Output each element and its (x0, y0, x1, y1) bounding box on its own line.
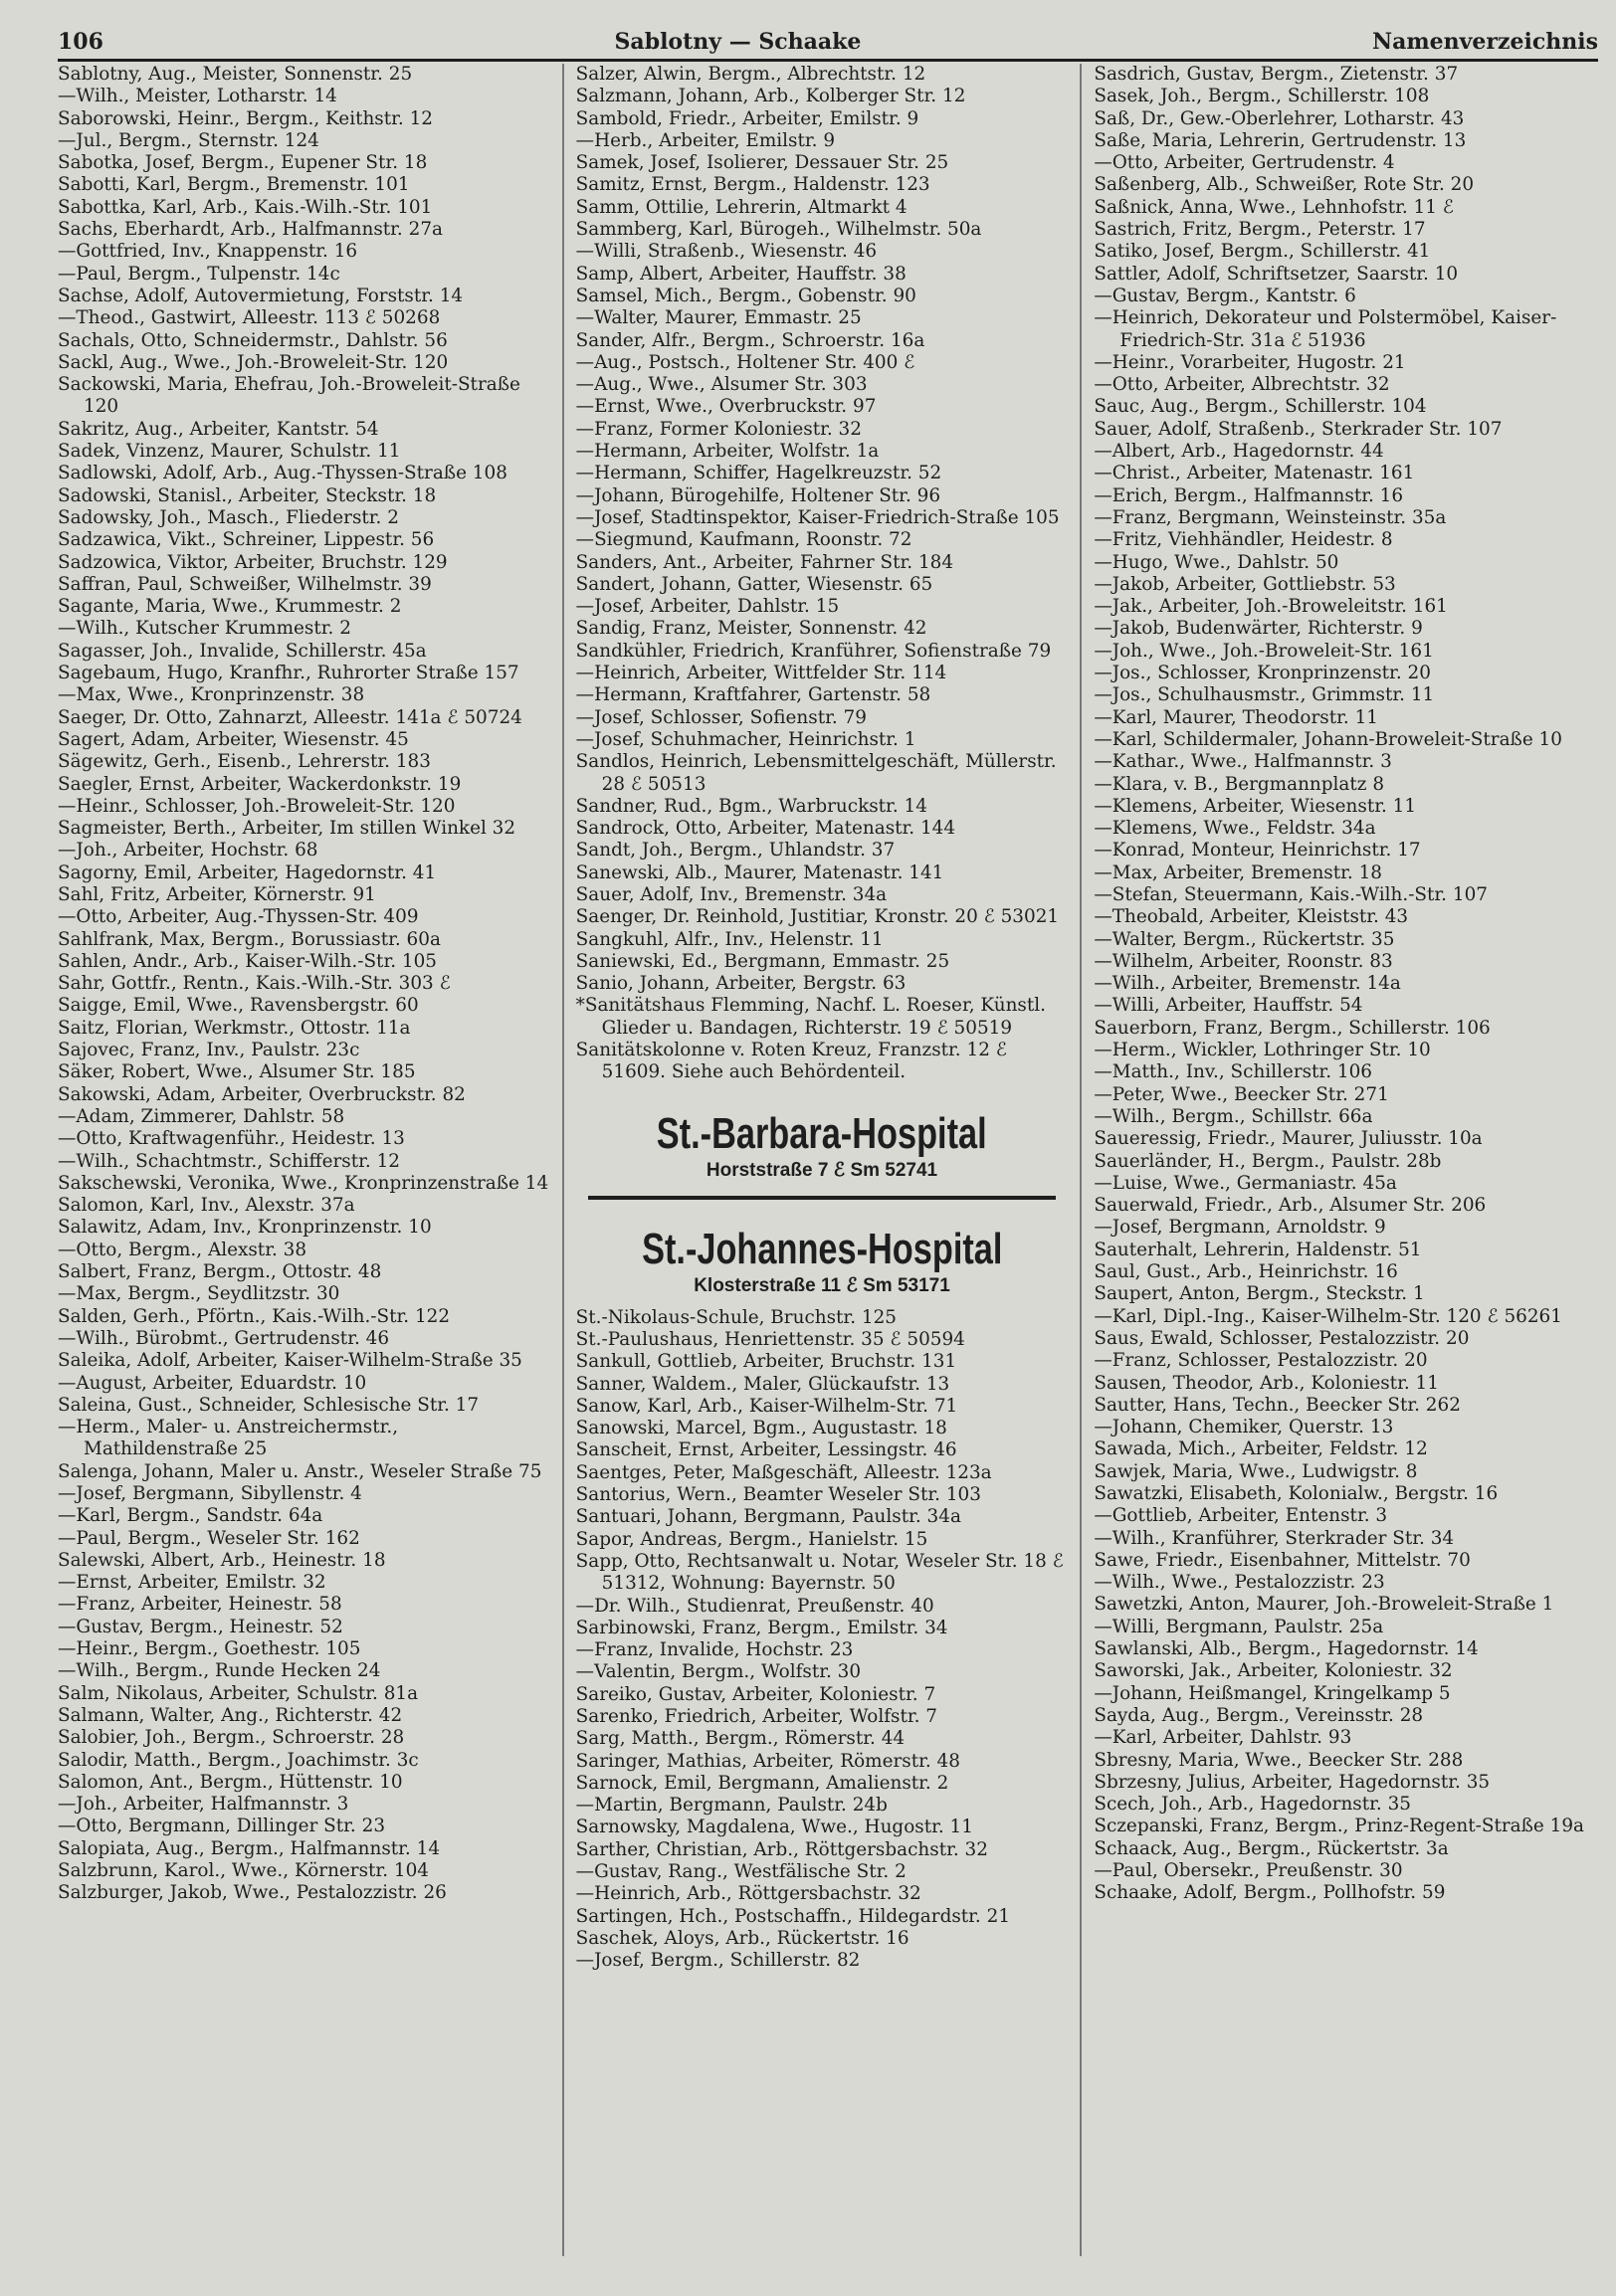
directory-entry: —Josef, Bergmann, Sibyllenstr. 4 (58, 1483, 362, 1504)
directory-entry: Sanio, Johann, Arbeiter, Bergstr. 63 (575, 973, 907, 995)
directory-entry: Sadzawica, Vikt., Schreiner, Lippestr. 56 (58, 529, 435, 551)
directory-entry: —Josef, Schuhmacher, Heinrichstr. 1 (575, 728, 916, 750)
directory-entry: Sahr, Gottfr., Rentn., Kais.-Wilh.-Str. 303 ℰ (58, 973, 451, 995)
directory-entry: Sarbinowski, Franz, Bergm., Emilstr. 34 (575, 1617, 948, 1638)
directory-entry: —Jos., Schlosser, Kronprinzenstr. 20 (1094, 663, 1431, 684)
running-head: Sablotny — Schaake (614, 29, 862, 55)
directory-entry: Sauer, Adolf, Straßenb., Sterkrader Str. 107 (1094, 418, 1503, 440)
directory-entry: Sagorny, Emil, Arbeiter, Hagedornstr. 41 (58, 861, 437, 883)
directory-entry: —Valentin, Bergm., Wolfstr. 30 (575, 1661, 862, 1683)
directory-entry: —Otto, Bergmann, Dillinger Str. 23 (58, 1816, 386, 1837)
directory-entry: —Josef, Bergm., Schillerstr. 82 (575, 1950, 861, 1972)
directory-entry: Sareiko, Gustav, Arbeiter, Koloniestr. 7 (575, 1683, 936, 1705)
directory-entry: Sastrich, Fritz, Bergm., Peterstr. 17 (1094, 219, 1426, 241)
directory-entry: —Hermann, Kraftfahrer, Gartenstr. 58 (575, 684, 931, 706)
directory-entry: —Heinrich, Arbeiter, Wittfelder Str. 114 (575, 663, 947, 684)
directory-entry: —Wilh., Wwe., Pestalozzistr. 23 (1094, 1572, 1385, 1594)
directory-entry: —Otto, Arbeiter, Aug.-Thyssen-Str. 409 (58, 906, 419, 928)
directory-entry: Sackl, Aug., Wwe., Joh.-Broweleit-Str. 120 (58, 351, 449, 373)
directory-entry: Saegler, Ernst, Arbeiter, Wackerdonkstr. 19 (58, 773, 462, 795)
directory-entry: —Karl, Dipl.-Ing., Kaiser-Wilhelm-Str. 120 ℰ 56261 (1094, 1305, 1562, 1327)
directory-entry: —Konrad, Monteur, Heinrichstr. 17 (1094, 840, 1421, 861)
directory-entry: —Otto, Bergm., Alexstr. 38 (58, 1239, 307, 1260)
directory-entry: —Wilh., Kutscher Krummestr. 2 (58, 618, 351, 640)
directory-entry: Salzbrunn, Karol., Wwe., Körnerstr. 104 (58, 1860, 429, 1882)
page-header (58, 22, 1598, 62)
directory-entry: Sawe, Friedr., Eisenbahner, Mittelstr. 70 (1094, 1549, 1471, 1571)
directory-entry: Schaake, Adolf, Bergm., Pollhofstr. 59 (1094, 1882, 1446, 1904)
directory-entry: Saupert, Anton, Bergm., Steckstr. 1 (1094, 1283, 1425, 1305)
directory-entry: —Max, Wwe., Kronprinzenstr. 38 (58, 684, 365, 706)
directory-entry: Sagasser, Joh., Invalide, Schillerstr. 45a (58, 640, 427, 662)
directory-entry: Sachals, Otto, Schneidermstr., Dahlstr. 56 (58, 329, 448, 351)
directory-entry: Sarg, Matth., Bergm., Römerstr. 44 (575, 1728, 906, 1750)
directory-entry: Salm, Nikolaus, Arbeiter, Schulstr. 81a (58, 1682, 419, 1704)
directory-entry: —Joh., Arbeiter, Hochstr. 68 (58, 840, 318, 861)
directory-entry: Sadowski, Stanisl., Arbeiter, Steckstr. 18 (58, 484, 437, 506)
directory-entry: —Jakob, Budenwärter, Richterstr. 9 (1094, 618, 1423, 640)
directory-entry: Sagante, Maria, Wwe., Krummestr. 2 (58, 596, 402, 618)
directory-entry: —Willi, Bergmann, Paulstr. 25a (1094, 1616, 1384, 1637)
directory-entry: —Johann, Chemiker, Querstr. 13 (1094, 1417, 1394, 1438)
directory-entry: Sanders, Ant., Arbeiter, Fahrner Str. 184 (575, 551, 954, 573)
directory-entry: —Karl, Bergm., Sandstr. 64a (58, 1505, 323, 1527)
directory-entry: —Josef, Arbeiter, Dahlstr. 15 (575, 596, 840, 618)
directory-entry: Sawlanski, Alb., Bergm., Hagedornstr. 14 (1094, 1638, 1479, 1660)
directory-entry: —Fritz, Viehhändler, Heidestr. 8 (1094, 529, 1393, 551)
page-number: 106 (58, 29, 103, 55)
directory-entry: Sandrock, Otto, Arbeiter, Matenastr. 144 (575, 818, 956, 840)
directory-entry: Sagmeister, Berth., Arbeiter, Im stillen Winkel 32 (58, 818, 516, 840)
directory-entry: Saworski, Jak., Arbeiter, Koloniestr. 32 (1094, 1660, 1453, 1682)
directory-entry: Sander, Alfr., Bergm., Schroerstr. 16a (575, 329, 925, 351)
directory-entry: Salawitz, Adam, Inv., Kronprinzenstr. 10 (58, 1217, 432, 1239)
directory-entry: —Heinr., Schlosser, Joh.-Broweleit-Str. 120 (58, 795, 456, 817)
directory-entry: Sahl, Fritz, Arbeiter, Körnerstr. 91 (58, 883, 376, 905)
directory-entry: —Wilh., Bürobmt., Gertrudenstr. 46 (58, 1327, 390, 1349)
directory-entry: Sanewski, Alb., Maurer, Matenastr. 141 (575, 861, 944, 883)
directory-entry: Santuari, Johann, Bergmann, Paulstr. 34a (575, 1506, 961, 1528)
directory-entry: Saleina, Gust., Schneider, Schlesische Str. 17 (58, 1394, 480, 1416)
directory-entry: —Stefan, Steuermann, Kais.-Wilh.-Str. 107 (1094, 883, 1488, 905)
ad-divider (588, 1196, 1057, 1200)
directory-entry: Sankull, Gottlieb, Arbeiter, Bruchstr. 131 (575, 1351, 957, 1373)
directory-entry: —Josef, Bergmann, Arnoldstr. 9 (1094, 1217, 1386, 1239)
directory-entry: —Otto, Arbeiter, Gertrudenstr. 4 (1094, 152, 1395, 174)
directory-entry: —Aug., Wwe., Alsumer Str. 303 (575, 374, 868, 396)
directory-entry: Saße, Maria, Lehrerin, Gertrudenstr. 13 (1094, 129, 1467, 151)
directory-entry: Sarnock, Emil, Bergmann, Amalienstr. 2 (575, 1772, 949, 1794)
directory-entry: —Jakob, Arbeiter, Gottliebstr. 53 (1094, 573, 1396, 595)
directory-entry: —Martin, Bergmann, Paulstr. 24b (575, 1795, 888, 1817)
directory-entry: Salmann, Walter, Ang., Richterstr. 42 (58, 1704, 403, 1726)
directory-entry: —Albert, Arb., Hagedornstr. 44 (1094, 441, 1384, 463)
directory-entry: —Ernst, Arbeiter, Emilstr. 32 (58, 1572, 326, 1594)
directory-entry: Sausen, Theodor, Arb., Koloniestr. 11 (1094, 1372, 1439, 1394)
directory-entry: Saeger, Dr. Otto, Zahnarzt, Alleestr. 141a ℰ 50724 (58, 706, 522, 728)
directory-entry: Saitz, Florian, Werkmstr., Ottostr. 11a (58, 1017, 411, 1039)
directory-entry: —Ernst, Wwe., Overbruckstr. 97 (575, 396, 877, 418)
directory-entry: Säker, Robert, Wwe., Alsumer Str. 185 (58, 1061, 416, 1083)
directory-entry: Sapor, Andreas, Bergm., Hanielstr. 15 (575, 1528, 928, 1550)
directory-entry: Saenger, Dr. Reinhold, Justitiar, Kronstr. 20 ℰ 53021 (575, 906, 1060, 928)
directory-entry: Sangkuhl, Alfr., Inv., Helenstr. 11 (575, 928, 884, 950)
directory-entry: Sauerwald, Friedr., Arb., Alsumer Str. 206 (1094, 1195, 1487, 1217)
directory-entry: Sasek, Joh., Bergm., Schillerstr. 108 (1094, 86, 1430, 107)
directory-entry: Salden, Gerh., Pförtn., Kais.-Wilh.-Str. 122 (58, 1305, 451, 1327)
directory-entry: Sandlos, Heinrich, Lebensmittelgeschäft, Müllerstr. 28 ℰ 50513 (575, 751, 1057, 795)
directory-entry: Salopiata, Aug., Bergm., Halfmannstr. 14 (58, 1837, 441, 1859)
directory-entry: —Peter, Wwe., Beecker Str. 271 (1094, 1083, 1389, 1105)
directory-entry: Sauc, Aug., Bergm., Schillerstr. 104 (1094, 396, 1427, 418)
directory-entry: Sachse, Adolf, Autovermietung, Forststr. 14 (58, 285, 464, 306)
directory-entry: —Erich, Bergm., Halfmannstr. 16 (1094, 484, 1404, 506)
directory-entry: —Franz, Invalide, Hochstr. 23 (575, 1639, 854, 1661)
column-2 (562, 64, 1081, 2256)
directory-entry: —Franz, Arbeiter, Heinestr. 58 (58, 1594, 342, 1616)
directory-entry: —Hermann, Arbeiter, Wolfstr. 1a (575, 441, 880, 463)
directory-entry: Sautter, Hans, Techn., Beecker Str. 262 (1094, 1394, 1461, 1416)
directory-entry: —Wilhelm, Arbeiter, Roonstr. 83 (1094, 950, 1393, 972)
directory-entry: Sbresny, Maria, Wwe., Beecker Str. 288 (1094, 1749, 1464, 1771)
directory-entry: Sarenko, Friedrich, Arbeiter, Wolfstr. 7 (575, 1706, 938, 1727)
directory-entry: —Christ., Arbeiter, Matenastr. 161 (1094, 463, 1415, 484)
ad-name: St.-Barbara-Hospital (657, 1108, 987, 1158)
directory-entry: —Willi, Arbeiter, Hauffstr. 54 (1094, 995, 1363, 1017)
directory-entry: Sanow, Karl, Arb., Kaiser-Wilhelm-Str. 71 (575, 1395, 958, 1417)
directory-entry: —Franz, Former Koloniestr. 32 (575, 418, 862, 440)
directory-entry: Sattler, Adolf, Schriftsetzer, Saarstr. 10 (1094, 263, 1459, 285)
directory-entry: Saßenberg, Alb., Schweißer, Rote Str. 20 (1094, 174, 1475, 196)
directory-entry: Samitz, Ernst, Bergm., Haldenstr. 123 (575, 174, 930, 196)
directory-entry: Saßnick, Anna, Wwe., Lehnhofstr. 11 ℰ (1094, 196, 1454, 218)
directory-entry: Saß, Dr., Gew.-Oberlehrer, Lotharstr. 43 (1094, 107, 1465, 129)
directory-entry: —Max, Bergm., Seydlitzstr. 30 (58, 1283, 340, 1305)
directory-entry: Scech, Joh., Arb., Hagedornstr. 35 (1094, 1794, 1412, 1816)
directory-entry: Sayda, Aug., Bergm., Vereinsstr. 28 (1094, 1704, 1424, 1726)
directory-entry: —Klemens, Arbeiter, Wiesenstr. 11 (1094, 795, 1417, 817)
directory-entry: Sartingen, Hch., Postschaffn., Hildegardstr. 21 (575, 1905, 1011, 1927)
directory-entry: —Aug., Postsch., Holtener Str. 400 ℰ (575, 351, 915, 373)
directory-entry: Salzer, Alwin, Bergm., Albrechtstr. 12 (575, 64, 926, 85)
directory-entry: Sandig, Franz, Meister, Sonnenstr. 42 (575, 618, 927, 640)
directory-entry: —Walter, Bergm., Rückertstr. 35 (1094, 928, 1395, 950)
directory-entry: —Paul, Bergm., Weseler Str. 162 (58, 1527, 360, 1549)
directory-entry: St.-Paulushaus, Henriettenstr. 35 ℰ 50594 (575, 1328, 965, 1350)
column-3 (1080, 64, 1598, 2256)
ad-st-johannes-hospital (588, 1224, 1057, 1297)
directory-entry: Sbrzesny, Julius, Arbeiter, Hagedornstr. 35 (1094, 1771, 1491, 1793)
directory-entry: Saueressig, Friedr., Maurer, Juliusstr. 10a (1094, 1128, 1483, 1150)
directory-entry: Sammberg, Karl, Bürogeh., Wilhelmstr. 50a (575, 219, 982, 241)
directory-entry: Saul, Gust., Arb., Heinrichstr. 16 (1094, 1261, 1398, 1283)
directory-entry: —Jos., Schulhausmstr., Grimmstr. 11 (1094, 684, 1435, 706)
directory-entry: Sandner, Rud., Bgm., Warbruckstr. 14 (575, 795, 927, 817)
directory-entry: Sabotti, Karl, Bergm., Bremenstr. 101 (58, 174, 410, 196)
directory-entry: —Walter, Maurer, Emmastr. 25 (575, 307, 862, 329)
directory-entry: —Dr. Wilh., Studienrat, Preußenstr. 40 (575, 1595, 934, 1617)
directory-entry: —Jak., Arbeiter, Joh.-Broweleitstr. 161 (1094, 596, 1448, 618)
directory-entry: —Johann, Bürogehilfe, Holtener Str. 96 (575, 484, 941, 506)
directory-entry: Sapp, Otto, Rechtsanwalt u. Notar, Weseler Str. 18 ℰ 51312, Wohnung: Bayernstr. 50 (575, 1550, 1064, 1595)
directory-entry: Sauerländer, H., Bergm., Paulstr. 28b (1094, 1150, 1442, 1172)
directory-entry: —Luise, Wwe., Germaniastr. 45a (1094, 1172, 1397, 1194)
directory-entry: —August, Arbeiter, Eduardstr. 10 (58, 1372, 367, 1394)
directory-entry: St.-Nikolaus-Schule, Bruchstr. 125 (575, 1306, 897, 1328)
directory-entry: Schaack, Aug., Bergm., Rückertstr. 3a (1094, 1837, 1449, 1859)
directory-entry: Sandkühler, Friedrich, Kranführer, Sofienstraße 79 (575, 640, 1052, 662)
directory-entry: Salobier, Joh., Bergm., Schroerstr. 28 (58, 1727, 405, 1749)
directory-entry: Saentges, Peter, Maßgeschäft, Alleestr. 123a (575, 1461, 992, 1483)
directory-entry: Saigge, Emil, Wwe., Ravensbergstr. 60 (58, 995, 419, 1017)
directory-entry: Sablotny, Aug., Meister, Sonnenstr. 25 (58, 64, 413, 85)
directory-entry: Saus, Ewald, Schlosser, Pestalozzistr. 20 (1094, 1327, 1470, 1349)
directory-entry: Sawetzki, Anton, Maurer, Joh.-Broweleit-Straße 1 (1094, 1594, 1554, 1616)
directory-entry: —Theobald, Arbeiter, Kleiststr. 43 (1094, 906, 1409, 928)
directory-entry: Sawada, Mich., Arbeiter, Feldstr. 12 (1094, 1438, 1428, 1460)
directory-entry: —Wilh., Meister, Lotharstr. 14 (58, 86, 337, 107)
directory-entry: —Max, Arbeiter, Bremenstr. 18 (1094, 861, 1382, 883)
directory-entry: —Wilh., Bergm., Schillstr. 66a (1094, 1105, 1373, 1127)
directory-entry: Sarnowsky, Magdalena, Wwe., Hugostr. 11 (575, 1817, 973, 1838)
directory-entry: Sauerborn, Franz, Bergm., Schillerstr. 106 (1094, 1017, 1491, 1039)
directory-entry: —Theod., Gastwirt, Alleestr. 113 ℰ 50268 (58, 307, 441, 329)
directory-entry: Saschek, Aloys, Arb., Rückertstr. 16 (575, 1927, 909, 1949)
directory-entry: Sajovec, Franz, Inv., Paulstr. 23c (58, 1040, 360, 1061)
directory-entry: Samsel, Mich., Bergm., Gobenstr. 90 (575, 285, 916, 306)
directory-entry: Sawatzki, Elisabeth, Kolonialw., Bergstr. 16 (1094, 1483, 1499, 1504)
directory-entry: —Gustav, Bergm., Kantstr. 6 (1094, 285, 1356, 306)
directory-entry: —Matth., Inv., Schillerstr. 106 (1094, 1061, 1372, 1083)
directory-entry: Sadzowica, Viktor, Arbeiter, Bruchstr. 129 (58, 551, 448, 573)
directory-entry: —Herm., Maler- u. Anstreichermstr., Mathildenstraße 25 (58, 1417, 399, 1460)
directory-entry: —Kathar., Wwe., Halfmannstr. 3 (1094, 751, 1392, 773)
directory-entry: Sczepanski, Franz, Bergm., Prinz-Regent-Straße 19a (1094, 1816, 1584, 1837)
directory-entry: —Karl, Arbeiter, Dahlstr. 93 (1094, 1727, 1352, 1749)
directory-entry: Sachs, Eberhardt, Arb., Halfmannstr. 27a (58, 219, 443, 241)
directory-entry: Sahlen, Andr., Arb., Kaiser-Wilh.-Str. 105 (58, 950, 438, 972)
directory-entry: *Sanitätshaus Flemming, Nachf. L. Roeser, Künstl. Glieder u. Bandagen, Richterstr. 19 ℰ 50519 (575, 995, 1046, 1039)
directory-entry: —Joh., Wwe., Joh.-Broweleit-Str. 161 (1094, 640, 1434, 662)
directory-entry: —Paul, Obersekr., Preußenstr. 30 (1094, 1860, 1403, 1882)
directory-entry: Sanner, Waldem., Maler, Glückaufstr. 13 (575, 1373, 950, 1395)
directory-entry: —Josef, Schlosser, Sofienstr. 79 (575, 706, 867, 728)
directory-entry: Sanowski, Marcel, Bgm., Augustastr. 18 (575, 1418, 947, 1439)
directory-entry: Sakschewski, Veronika, Wwe., Kronprinzenstraße 14 (58, 1172, 549, 1194)
directory-entry: Salzmann, Johann, Arb., Kolberger Str. 12 (575, 86, 966, 107)
directory-entry: Salomon, Ant., Bergm., Hüttenstr. 10 (58, 1771, 403, 1793)
ad-address: Horststraße 7 ℰ Sm 52741 (706, 1159, 938, 1181)
ad-name: St.-Johannes-Hospital (641, 1224, 1003, 1273)
directory-entry: Sagert, Adam, Arbeiter, Wiesenstr. 45 (58, 728, 409, 750)
directory-entry: —Johann, Heißmangel, Kringelkamp 5 (1094, 1682, 1451, 1704)
directory-entry: —Wilh., Kranführer, Sterkrader Str. 34 (1094, 1527, 1455, 1549)
directory-entry: Samm, Ottilie, Lehrerin, Altmarkt 4 (575, 196, 908, 218)
directory-entry: —Herm., Wickler, Lothringer Str. 10 (1094, 1040, 1431, 1061)
directory-entry: Sabottka, Karl, Arb., Kais.-Wilh.-Str. 101 (58, 196, 433, 218)
directory-entry: —Hermann, Schiffer, Hagelkreuzstr. 52 (575, 463, 942, 484)
directory-entry: —Gustav, Bergm., Heinestr. 52 (58, 1616, 343, 1637)
section-title: Namenverzeichnis (1372, 29, 1598, 55)
columns (58, 64, 1598, 2256)
directory-entry: Sawjek, Maria, Wwe., Ludwigstr. 8 (1094, 1460, 1418, 1482)
directory-entry: Samek, Josef, Isolierer, Dessauer Str. 25 (575, 152, 949, 174)
directory-entry: —Franz, Schlosser, Pestalozzistr. 20 (1094, 1350, 1428, 1372)
directory-entry: Sagebaum, Hugo, Kranfhr., Ruhrorter Straße 157 (58, 663, 519, 684)
directory-entry: Salbert, Franz, Bergm., Ottostr. 48 (58, 1261, 382, 1283)
directory-entry: Sakowski, Adam, Arbeiter, Overbruckstr. 82 (58, 1083, 466, 1105)
directory-entry: Sandt, Joh., Bergm., Uhlandstr. 37 (575, 840, 896, 861)
directory-entry: Sauer, Adolf, Inv., Bremenstr. 34a (575, 883, 888, 905)
directory-entry: Saniewski, Ed., Bergmann, Emmastr. 25 (575, 950, 950, 972)
column-1 (58, 64, 562, 2256)
directory-entry: —Heinrich, Dekorateur und Polstermöbel, Kaiser-Friedrich-Str. 31a ℰ 51936 (1094, 307, 1557, 351)
directory-entry: —Hugo, Wwe., Dahlstr. 50 (1094, 551, 1339, 573)
ad-address: Klosterstraße 11 ℰ Sm 53171 (694, 1274, 950, 1296)
directory-entry: —Gottlieb, Arbeiter, Entenstr. 3 (1094, 1505, 1388, 1527)
directory-entry: Sauterhalt, Lehrerin, Haldenstr. 51 (1094, 1239, 1422, 1260)
directory-entry: Sambold, Friedr., Arbeiter, Emilstr. 9 (575, 107, 919, 129)
directory-entry: —Otto, Kraftwagenführ., Heidestr. 13 (58, 1128, 405, 1150)
directory-entry: Samp, Albert, Arbeiter, Hauffstr. 38 (575, 263, 907, 285)
directory-entry: —Paul, Bergm., Tulpenstr. 14c (58, 263, 340, 285)
directory-entry: —Heinr., Vorarbeiter, Hugostr. 21 (1094, 351, 1406, 373)
directory-entry: Saborowski, Heinr., Bergm., Keithstr. 12 (58, 107, 433, 129)
directory-entry: —Karl, Maurer, Theodorstr. 11 (1094, 706, 1378, 728)
directory-entry: Sakritz, Aug., Arbeiter, Kantstr. 54 (58, 418, 379, 440)
directory-entry: —Josef, Stadtinspektor, Kaiser-Friedrich-Straße 105 (575, 506, 1060, 528)
directory-entry: Sandert, Johann, Gatter, Wiesenstr. 65 (575, 573, 933, 595)
directory-entry: —Karl, Schildermaler, Johann-Broweleit-Straße 10 (1094, 728, 1562, 750)
directory-entry: Salomon, Karl, Inv., Alexstr. 37a (58, 1195, 355, 1217)
directory-entry: Sadek, Vinzenz, Maurer, Schulstr. 11 (58, 441, 401, 463)
directory-entry: Sägewitz, Gerh., Eisenb., Lehrerstr. 183 (58, 751, 431, 773)
directory-entry: —Joh., Arbeiter, Halfmannstr. 3 (58, 1794, 349, 1816)
directory-entry: Salzburger, Jakob, Wwe., Pestalozzistr. 26 (58, 1882, 447, 1904)
directory-entry: Saleika, Adolf, Arbeiter, Kaiser-Wilhelm-Straße 35 (58, 1350, 522, 1372)
directory-entry: —Otto, Arbeiter, Albrechtstr. 32 (1094, 374, 1390, 396)
directory-entry: —Heinr., Bergm., Goethestr. 105 (58, 1638, 361, 1660)
directory-entry: —Gustav, Rang., Westfälische Str. 2 (575, 1861, 907, 1883)
ad-st-barbara-hospital (588, 1108, 1057, 1200)
directory-entry: Salenga, Johann, Maler u. Anstr., Weseler Straße 75 (58, 1460, 542, 1482)
directory-entry: Satiko, Josef, Bergm., Schillerstr. 41 (1094, 241, 1431, 263)
directory-entry: Sabotka, Josef, Bergm., Eupener Str. 18 (58, 152, 428, 174)
directory-entry: Sanscheit, Ernst, Arbeiter, Lessingstr. 46 (575, 1439, 957, 1461)
directory-entry: Sarther, Christian, Arb., Röttgersbachstr. 32 (575, 1838, 988, 1860)
directory-entry: Saffran, Paul, Schweißer, Wilhelmstr. 39 (58, 573, 432, 595)
directory-entry: —Heinrich, Arb., Röttgersbachstr. 32 (575, 1883, 921, 1905)
directory-entry: —Franz, Bergmann, Weinsteinstr. 35a (1094, 506, 1447, 528)
directory-entry: Sadowsky, Joh., Masch., Fliederstr. 2 (58, 506, 399, 528)
directory-entry: Salewski, Albert, Arb., Heinestr. 18 (58, 1549, 386, 1571)
directory-entry: —Klemens, Wwe., Feldstr. 34a (1094, 818, 1376, 840)
directory-entry: —Wilh., Schachtmstr., Schifferstr. 12 (58, 1150, 400, 1172)
directory-entry: —Siegmund, Kaufmann, Roonstr. 72 (575, 529, 912, 551)
directory-entry: Sanitätskolonne v. Roten Kreuz, Franzstr. 12 ℰ 51609. Siehe auch Behördenteil. (575, 1040, 1007, 1083)
directory-entry: —Jul., Bergm., Sternstr. 124 (58, 129, 319, 151)
directory-entry: Sadlowski, Adolf, Arb., Aug.-Thyssen-Straße 108 (58, 463, 507, 484)
directory-entry: —Wilh., Arbeiter, Bremenstr. 14a (1094, 973, 1401, 995)
directory-entry: Sahlfrank, Max, Bergm., Borussiastr. 60a (58, 928, 441, 950)
directory-entry: Saringer, Mathias, Arbeiter, Römerstr. 48 (575, 1750, 960, 1772)
directory-entry: Santorius, Wern., Beamter Weseler Str. 103 (575, 1484, 981, 1506)
directory-entry: —Adam, Zimmerer, Dahlstr. 58 (58, 1105, 345, 1127)
directory-entry: —Klara, v. B., Bergmannplatz 8 (1094, 773, 1385, 795)
directory-entry: —Willi, Straßenb., Wiesenstr. 46 (575, 241, 878, 263)
directory-entry: Salodir, Matth., Bergm., Joachimstr. 3c (58, 1749, 419, 1771)
directory-entry: Sasdrich, Gustav, Bergm., Zietenstr. 37 (1094, 64, 1459, 85)
directory-entry: —Gottfried, Inv., Knappenstr. 16 (58, 241, 358, 263)
directory-entry: —Herb., Arbeiter, Emilstr. 9 (575, 129, 836, 151)
directory-entry: Sackowski, Maria, Ehefrau, Joh.-Broweleit-Straße 120 (58, 374, 520, 418)
directory-entry: —Wilh., Bergm., Runde Hecken 24 (58, 1660, 381, 1682)
